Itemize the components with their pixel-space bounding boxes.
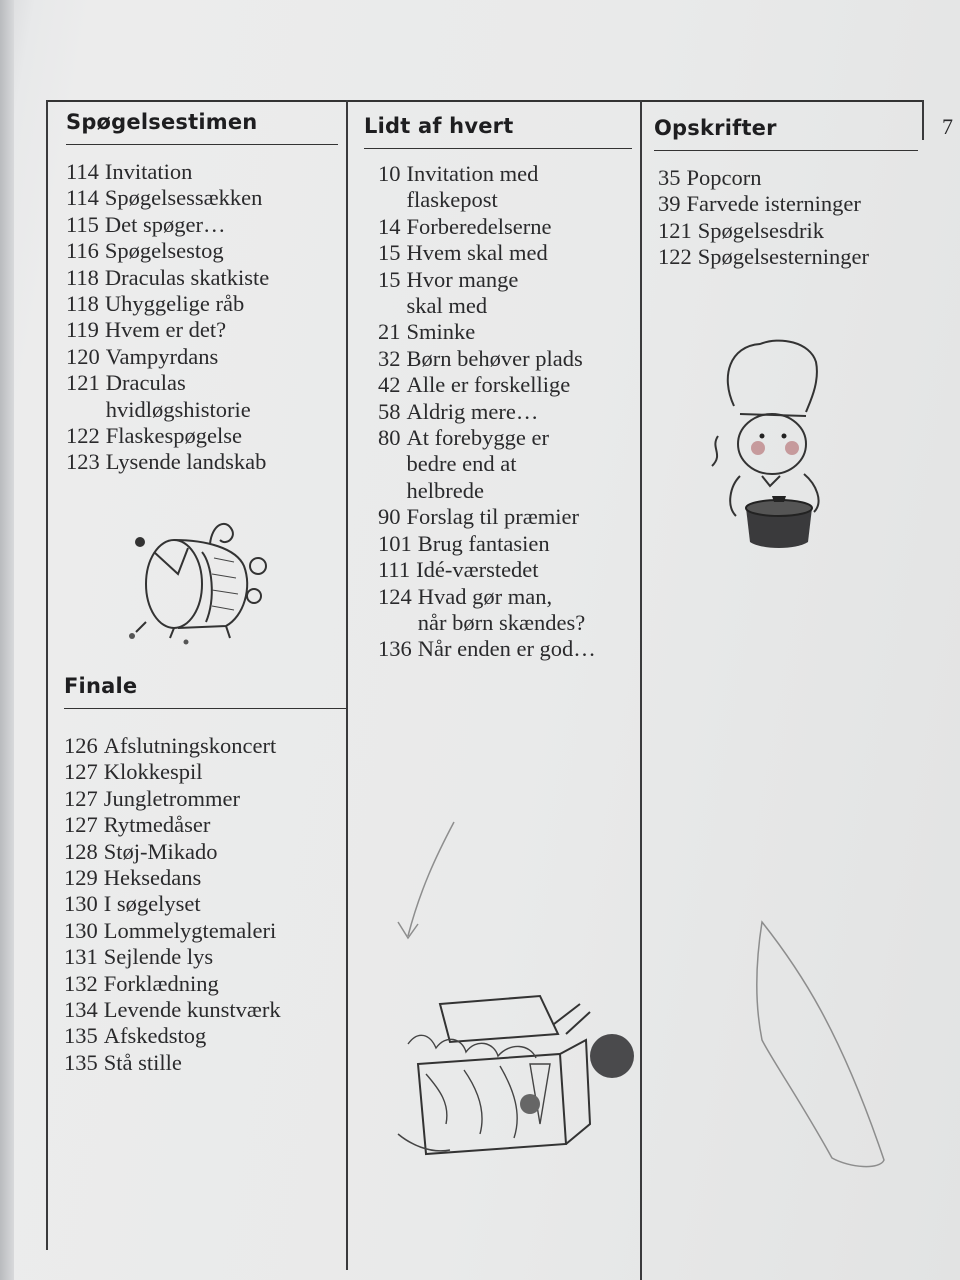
page-number: 7 [942,114,953,139]
toc-entry-title: Hvor mange skal med [406,266,519,319]
toc-entry-title: Spøgelsestog [104,238,224,264]
toc-entry-title: Rytmedåser [103,812,211,838]
toc-entry-page: 118 [66,291,99,317]
toc-entry-page: 114 [66,185,99,211]
toc-entry-title: Afslutningskoncert [103,733,277,758]
toc-entry-page: 39 [658,191,681,217]
toc-entry-page: 119 [66,317,99,343]
section-title: Finale [64,674,138,698]
toc-entry-page: 10 [378,161,401,186]
toc-entry-title: Draculas skatkiste [104,264,270,290]
toc-entry-page: 122 [66,423,100,449]
toc-entry-title: Invitation [104,159,193,184]
toc-entry-title: Draculas hvidløgshistorie [105,370,251,422]
toc-entry-title: Støj-Mikado [103,838,218,864]
toc-entry-title: Hvem er det? [104,317,227,343]
toc-entry-title: Afskedstog [103,1023,207,1049]
toc-entry-title: Sejlende lys [103,944,214,970]
toc-entry-page: 131 [64,944,98,970]
toc-entry-title: Spøgelsesterninger [697,244,869,270]
toc-entry-page: 21 [378,319,401,345]
toc-entry-page: 124 [378,583,412,609]
toc-entry-title: Aldrig mere… [406,398,539,424]
toc-entry-page: 132 [64,970,98,996]
toc-entry-title: Brug fantasien [417,530,550,556]
toc-entry-title: Børn behøver plads [406,345,583,371]
toc-entry-title: Vampyrdans [105,343,219,369]
toc-entry-title: Klokkespil [103,759,203,785]
toc-entry-page: 101 [378,530,412,556]
toc-entry-page: 127 [64,785,98,811]
toc-entry-title: Det spøger… [104,211,226,237]
toc-entry-page: 58 [378,398,401,424]
toc-entry-title: Spøgelsessækken [104,185,263,211]
toc-entry-page: 135 [64,1049,98,1075]
toc-entry-page: 134 [64,997,98,1023]
toc-entry-title: At forebygge er bedre end at helbrede [406,425,549,503]
section-title: Lidt af hvert [364,114,514,138]
toc-entry-page: 32 [378,345,401,371]
toc-entry-title: Heksedans [103,865,202,891]
toc-entry-page: 129 [64,865,98,891]
toc-entry-page: 35 [658,165,681,190]
section-title: Spøgelsestimen [66,110,258,134]
toc-entry-page: 114 [66,159,99,184]
toc-entry-page: 126 [64,733,98,758]
toc-entry-page: 115 [66,211,99,237]
toc-entry-title: Popcorn [686,165,762,190]
toc-entry-title: Jungletrommer [103,785,240,811]
toc-entry-page: 127 [64,812,98,838]
toc-entry-page: 121 [66,370,100,396]
toc-entry-page: 135 [64,1023,98,1049]
toc-entry-page: 111 [378,557,411,583]
toc-entry-page: 116 [66,238,99,264]
toc-entry-page: 127 [64,759,98,785]
toc-entry-page: 130 [64,917,98,943]
toc-entry-title: I søgelyset [103,891,201,917]
toc-entry-page: 15 [378,266,401,292]
toc-entry-page: 123 [66,449,100,475]
section-title: Opskrifter [654,116,777,140]
toc-entry-page: 118 [66,264,99,290]
toc-entry-title: Spøgelsesdrik [697,217,824,243]
toc-entry-page: 128 [64,838,98,864]
toc-entry-title: Farvede isterninger [686,191,861,217]
toc-entry-page: 80 [378,425,401,451]
toc-entry-title: Forberedelserne [406,213,552,239]
toc-entry-page: 14 [378,213,401,239]
toc-entry-title: Alle er forskellige [406,372,571,398]
toc-entry-page: 130 [64,891,98,917]
toc-entry-title: Stå stille [103,1049,182,1075]
toc-entry-page: 136 [378,636,412,662]
toc-entry-title: Hvem skal med [406,240,548,266]
toc-entry-title: Hvad gør man, når børn skændes? [417,583,586,635]
toc-entry-title: Forslag til præmier [406,504,579,530]
toc-entry-title: Forklædning [103,970,219,996]
toc-entry-page: 90 [378,504,401,530]
toc-entry-title: Sminke [406,319,476,345]
toc-entry-title: Idé-værstedet [416,557,539,583]
toc-entry-page: 120 [66,343,100,369]
toc-entry-title: Når enden er god… [417,636,596,662]
toc-entry-page: 42 [378,372,401,398]
toc-entry-title: Invitation med flaskepost [406,161,539,213]
toc-entry-title: Uhyggelige råb [104,291,245,317]
toc-entry-page: 121 [658,217,692,243]
toc-entry-title: Lommelygtemaleri [103,917,277,943]
toc-entry-page: 122 [658,244,692,270]
toc-entry-page: 15 [378,240,401,266]
toc-entry-title: Flaskespøgelse [105,423,242,449]
toc-entry-title: Lysende landskab [105,449,267,475]
toc-entry-title: Levende kunstværk [103,997,281,1023]
